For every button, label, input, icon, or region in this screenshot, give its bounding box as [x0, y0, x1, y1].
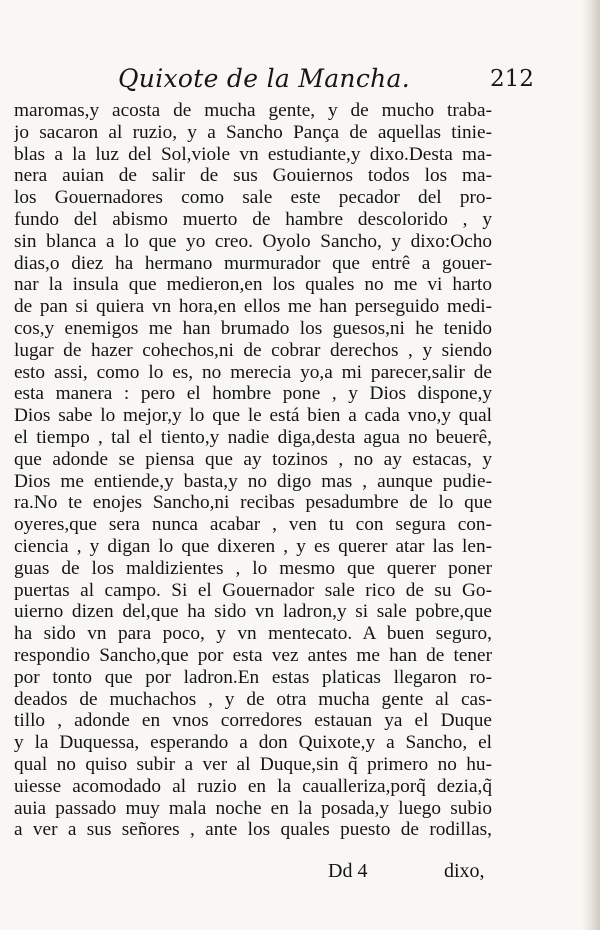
text-line: sin blanca a lo que yo creo. Oyolo Sancho, y dixo:Ocho — [14, 230, 492, 252]
text-line: Dios me entiende,y basta,y no digo mas , aunque pudie- — [14, 470, 492, 492]
text-line: uierno dizen del,que ha sido vn ladron,y si sale pobre,que — [14, 601, 492, 623]
text-line: que adonde se piensa que ay tozinos , no ay estacas, y — [14, 448, 492, 470]
text-line: nera auian de salir de sus Gouiernos todos los ma- — [14, 165, 492, 187]
text-line: auia passado muy mala noche en la posada,y luego subio — [14, 797, 492, 819]
page-header — [0, 64, 600, 98]
text-line: jo sacaron al ruzio, y a Sancho Pança de aquellas tinie- — [14, 121, 492, 143]
text-line: puertas al campo. Si el Gouernador sale rico de su Go- — [14, 579, 492, 601]
text-line: uiesse acomodado al ruzio en la caualleriza,porq̃ dezia,q̃ — [14, 775, 492, 797]
text-line: guas de los maldizientes , lo mesmo que querer poner — [14, 557, 492, 579]
text-line: qual no quiso subir a ver al Duque,sin q̃ primero no hu- — [14, 753, 492, 775]
body-text — [14, 100, 492, 841]
text-line: cos,y enemigos me han brumado los guesos,ni he tenido — [14, 317, 492, 339]
text-line: Dios sabe lo mejor,y lo que le está bien a cada vno,y qual — [14, 405, 492, 427]
text-line: por tonto que por ladron.En estas platicas llegaron ro- — [14, 666, 492, 688]
text-line: a ver a sus señores , ante los quales puesto de rodillas, — [14, 819, 492, 841]
text-line: ciencia , y digan lo que dixeren , y es querer atar las len- — [14, 535, 492, 557]
text-line: lugar de hazer cohechos,ni de cobrar derechos , y siendo — [14, 339, 492, 361]
catchword: dixo, — [444, 860, 485, 882]
text-line: el tiempo , tal el tiento,y nadie diga,desta agua no beuerê, — [14, 426, 492, 448]
text-line: oyeres,que sera nunca acabar , ven tu con segura con- — [14, 514, 492, 536]
text-line: deados de muchachos , y de otra mucha gente al cas- — [14, 688, 492, 710]
text-line: nar la insula que medieron,en los quales no me vi harto — [14, 274, 492, 296]
text-line: esto assi, como lo es, no merecia yo,a mi parecer,salir de — [14, 361, 492, 383]
text-line: blas a la luz del Sol,viole vn estudiante,y dixo.Desta ma- — [14, 143, 492, 165]
running-title: Quixote de la Mancha. — [118, 64, 410, 93]
text-line: tillo , adonde en vnos corredores estauan ya el Duque — [14, 710, 492, 732]
text-line: ha sido vn para poco, y vn mentecato. A buen seguro, — [14, 623, 492, 645]
text-line: y la Duquessa, esperando a don Quixote,y a Sancho, el — [14, 732, 492, 754]
text-line: maromas,y acosta de mucha gente, y de mucho traba- — [14, 100, 492, 121]
text-line: dias,o diez ha hermano murmurador que entrê a gouer- — [14, 252, 492, 274]
text-line: fundo del abismo muerto de hambre descolorido , y — [14, 208, 492, 230]
text-line: los Gouernadores como sale este pecador del pro- — [14, 187, 492, 209]
text-line: esta manera : pero el hombre pone , y Dios dispone,y — [14, 383, 492, 405]
page-footer — [0, 860, 600, 890]
text-line: respondio Sancho,que por esta vez antes me han de tener — [14, 644, 492, 666]
text-line: de pan si quiera vn hora,en ellos me han perseguido medi- — [14, 296, 492, 318]
text-line: ra.No te enojes Sancho,ni recibas pesadumbre de lo que — [14, 492, 492, 514]
page-edge-shadow — [582, 0, 600, 930]
signature-mark: Dd 4 — [328, 860, 368, 882]
page-number: 212 — [490, 66, 534, 92]
